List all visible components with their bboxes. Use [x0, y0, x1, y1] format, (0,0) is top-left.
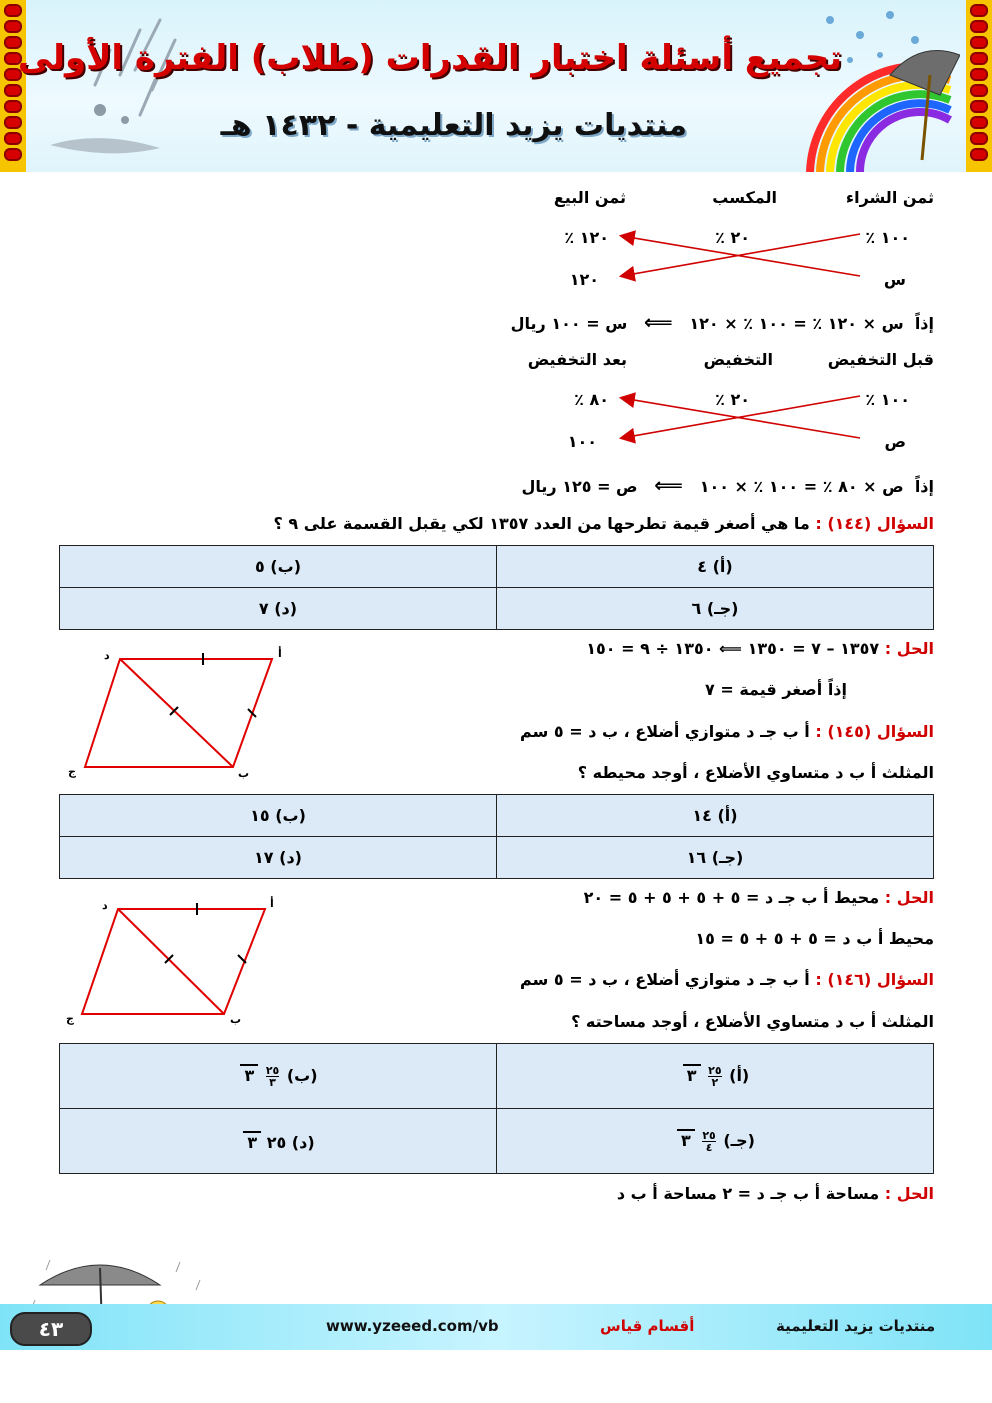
q146-option-c[interactable]: (جـ) $\frac{٢٥}{٤}$ ٣: [497, 1109, 934, 1174]
q144-option-a[interactable]: (أ) ٤: [497, 546, 934, 588]
q146-vertex-c: ج: [66, 1012, 74, 1025]
q144-option-d[interactable]: (د) ٧: [60, 588, 497, 630]
s2-col-discount: التخفيض: [703, 350, 773, 369]
s2-conclusion: إذاً ص × ٨٠ ٪ = ١٠٠ ٪ × ١٠٠ ⟸ ص = ١٢٥ ريال: [521, 473, 934, 497]
s2-r2-value: ١٠٠: [567, 432, 597, 451]
s1-r1-sell: ١٢٠ ٪: [564, 228, 609, 247]
s2-r1-before: ١٠٠ ٪: [865, 390, 910, 409]
s2-col-before: قبل التخفيض: [827, 350, 934, 369]
q146-solution: الحل : مساحة أ ب جـ د = ٢ مساحة أ ب د: [616, 1184, 934, 1203]
q146-parallelogram-figure: [60, 895, 300, 1030]
s2-r1-discount: ٢٠ ٪: [715, 390, 750, 409]
s1-cross-arrows: [600, 226, 880, 286]
q145-option-c[interactable]: (جـ) ١٦: [497, 837, 934, 879]
q145-options-table: [59, 794, 934, 879]
q145-solution: الحل : محيط أ ب جـ د = ٥ + ٥ + ٥ + ٥ = ٢٠: [583, 888, 934, 907]
s2-r2-y: ص: [884, 432, 906, 451]
q144-option-b[interactable]: (ب) ٥: [60, 546, 497, 588]
q144-options-table: [59, 545, 934, 630]
q145-vertex-b: ب: [238, 767, 250, 780]
q146-option-b[interactable]: (ب) $\frac{٢٥}{٣}$ ٣: [60, 1044, 497, 1109]
page-number: ٤٣: [10, 1312, 92, 1346]
q146-option-a[interactable]: (أ) $\frac{٢٥}{٢}$ ٣: [497, 1044, 934, 1109]
s2-cross-arrows: [600, 388, 880, 448]
rain-illustration: [40, 10, 200, 160]
q144-solution-2: إذاً أصغر قيمة = ٧: [705, 680, 847, 699]
q145-option-b[interactable]: (ب) ١٥: [60, 795, 497, 837]
s1-col-profit: المكسب: [712, 188, 777, 207]
q145-question-2: المثلث أ ب د متساوي الأضلاع ، أوجد محيطه ؟: [577, 763, 934, 782]
umbrella-rainbow-illustration: [790, 0, 960, 172]
q145-vertex-a: أ: [278, 647, 282, 660]
header-frame-left: [0, 0, 26, 172]
footer-section: أقسام قياس: [600, 1317, 695, 1335]
q145-parallelogram-figure: [60, 645, 300, 780]
q144-option-c[interactable]: (جـ) ٦: [497, 588, 934, 630]
q146-question-2: المثلث أ ب د متساوي الأضلاع ، أوجد مساحته ؟: [571, 1012, 934, 1031]
q145-solution-2: محيط أ ب د = ٥ + ٥ + ٥ = ١٥: [695, 929, 934, 948]
page-header: [0, 0, 992, 172]
q146-vertex-d: د: [102, 899, 108, 912]
s1-r2-x: س: [883, 270, 906, 289]
q145-option-a[interactable]: (أ) ١٤: [497, 795, 934, 837]
q144-solution: الحل : ١٣٥٧ – ٧ = ١٣٥٠ ⟸ ١٣٥٠ ÷ ٩ = ١٥٠: [586, 639, 934, 658]
s1-r2-value: ١٢٠: [569, 270, 599, 289]
footer-url[interactable]: www.yzeeed.com/vb: [326, 1317, 499, 1335]
s1-r1-buy: ١٠٠ ٪: [865, 228, 910, 247]
s1-col-buy: ثمن الشراء: [845, 188, 934, 207]
footer-forum: منتديات يزيد التعليمية: [776, 1317, 936, 1335]
s2-r1-after: ٨٠ ٪: [574, 390, 609, 409]
q145-question: السؤال (١٤٥) : أ ب جـ د متوازي أضلاع ، ب د = ٥ سم: [520, 722, 934, 741]
q145-vertex-d: د: [104, 649, 110, 662]
header-title: تجميع أسئلة اختبار القدرات (طلاب) الفترة الأولى: [17, 38, 842, 78]
s1-col-sell: ثمن البيع: [553, 188, 626, 207]
header-frame-right: [966, 0, 992, 172]
q146-option-d[interactable]: (د) ٢٥ ٣: [60, 1109, 497, 1174]
q146-vertex-a: أ: [270, 897, 274, 910]
header-subtitle: منتديات يزيد التعليمية - ١٤٣٢ هـ: [220, 108, 687, 143]
s1-r1-profit: ٢٠ ٪: [715, 228, 750, 247]
q146-question: السؤال (١٤٦) : أ ب جـ د متوازي أضلاع ، ب د = ٥ سم: [520, 970, 934, 989]
q146-vertex-b: ب: [230, 1013, 242, 1026]
q144-question: السؤال (١٤٤) : ما هي أصغر قيمة تطرحها من العدد ١٣٥٧ لكي يقبل القسمة على ٩ ؟: [273, 514, 934, 533]
q145-option-d[interactable]: (د) ١٧: [60, 837, 497, 879]
s1-conclusion: إذاً س × ١٢٠ ٪ = ١٠٠ ٪ × ١٢٠ ⟸ س = ١٠٠ ريال: [510, 310, 934, 334]
q145-vertex-c: ج: [68, 765, 76, 778]
q146-options-table: [59, 1043, 934, 1174]
s2-col-after: بعد التخفيض: [527, 350, 627, 369]
